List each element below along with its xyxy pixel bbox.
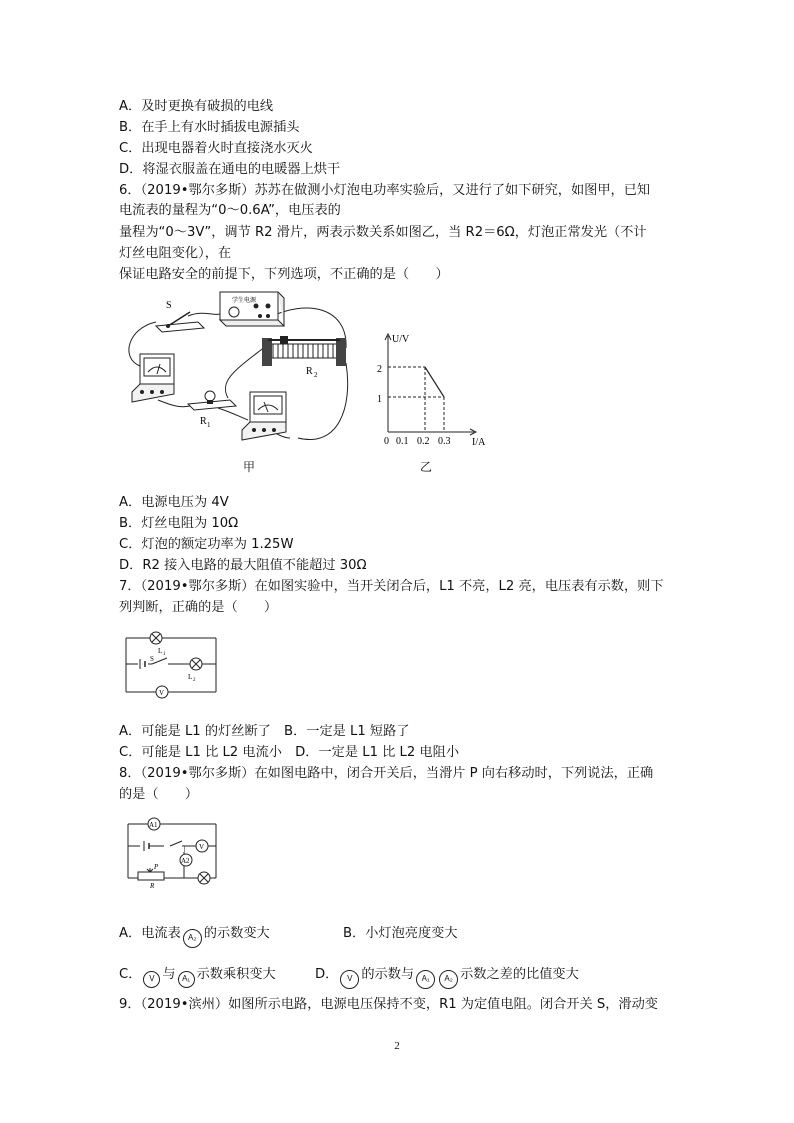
x-tick-2: 0.2 — [417, 436, 430, 447]
power-supply — [220, 292, 284, 326]
q5-option-a: A．及时更换有破损的电线 — [119, 99, 274, 114]
q9-stem-line1: 9．（2019•滨州）如图所示电路，电源电压保持不变，R1 为定值电阻。闭合开关 S，滑动变 — [119, 997, 658, 1012]
q6-option-b: B．灯丝电阻为 10Ω — [119, 516, 239, 531]
svg-text:R: R — [150, 882, 155, 888]
svg-text:A1: A1 — [149, 821, 158, 829]
q8-option-d: D． V 的示数与 A₁ A₂ 示数之差的比值变大 — [315, 965, 579, 989]
svg-text:R: R — [200, 416, 207, 427]
q6-caption-yi: 乙 — [420, 460, 433, 474]
q6-option-c: C．灯泡的额定功率为 1.25W — [119, 537, 294, 552]
svg-text:2: 2 — [193, 678, 196, 683]
q6-figure-yi — [370, 332, 495, 450]
q8-circuit-figure — [124, 812, 224, 888]
ammeter-a2-icon: A₂ — [439, 970, 458, 989]
svg-text:L: L — [158, 647, 163, 655]
q7-options-cd: C．可能是 L1 比 L2 电流小 D．一定是 L1 比 L2 电阻小 — [119, 745, 460, 760]
q8-option-c: C． V 与 A₁ 示数乘积变大 — [119, 965, 276, 988]
voltmeter-icon: V — [340, 970, 359, 989]
svg-text:V: V — [199, 843, 205, 851]
q6-stem-line2: 电流表的量程为“0～0.6A”，电压表的 — [119, 203, 341, 218]
rheostat-r — [138, 872, 164, 880]
x-tick-0: 0 — [384, 436, 389, 447]
q6-caption-jia: 甲 — [243, 460, 256, 474]
svg-text:S: S — [150, 655, 154, 663]
q6-stem-line5: 保证电路安全的前提下，下列选项，不正确的是（ ） — [119, 267, 449, 282]
q6-stem-line1: 6．（2019•鄂尔多斯）苏苏在做测小灯泡电功率实验后，又进行了如下研究，如图甲，已知 — [119, 183, 651, 198]
svg-text:1: 1 — [163, 652, 166, 657]
svg-text:V: V — [159, 689, 165, 697]
q5-option-d: D．将湿衣服盖在通电的电暖器上烘干 — [119, 162, 341, 177]
q5-option-b: B．在手上有水时插拔电源插头 — [119, 120, 300, 135]
svg-text:2: 2 — [314, 371, 318, 379]
voltmeter-icon: V — [143, 971, 160, 988]
q8-stem-line2: 的是（ ） — [119, 787, 199, 802]
ammeter-a1-icon: A₁ — [416, 970, 435, 989]
svg-text:学生电源: 学生电源 — [232, 298, 257, 304]
y-tick-1: 1 — [377, 394, 382, 405]
graph-line — [425, 367, 444, 397]
svg-text:S: S — [166, 300, 172, 311]
rheostat-r2 — [262, 336, 346, 379]
x-tick-3: 0.3 — [438, 436, 451, 447]
switch-s — [156, 300, 204, 332]
q7-stem-line1: 7．（2019•鄂尔多斯）在如图实验中，当开关闭合后，L1 不亮，L2 亮，电压表有示数，则下 — [119, 579, 664, 594]
x-axis-label: I/A — [472, 437, 486, 448]
q8-option-a: A．电流表 A₂ 的示数变大 — [119, 924, 270, 948]
page-number: 2 — [394, 1040, 400, 1052]
svg-text:A2: A2 — [181, 857, 190, 865]
svg-text:1: 1 — [207, 421, 211, 429]
ammeter — [132, 354, 174, 402]
bulb-r1 — [188, 391, 236, 429]
ammeter-a1-icon: A₁ — [178, 971, 195, 988]
voltmeter — [242, 392, 286, 440]
q7-circuit-figure — [122, 630, 222, 700]
q6-option-a: A．电源电压为 4V — [119, 495, 229, 510]
q6-stem-line4: 灯丝电阻变化），在 — [119, 246, 232, 261]
q6-option-d: D．R2 接入电路的最大阻值不能超过 30Ω — [119, 558, 367, 573]
q8-stem-line1: 8．（2019•鄂尔多斯）在如图电路中，闭合开关后，当滑片 P 向右移动时，下列说法，正确 — [119, 766, 654, 781]
x-tick-1: 0.1 — [396, 436, 409, 447]
q7-stem-line2: 列判断，正确的是（ ） — [119, 600, 278, 615]
y-tick-2: 2 — [377, 364, 382, 375]
ammeter-a2-icon: A₂ — [183, 929, 202, 948]
y-axis-label: U/V — [392, 334, 410, 345]
q6-figure-jia — [118, 288, 358, 448]
svg-text:L: L — [188, 673, 193, 681]
q8-option-b: B．小灯泡亮度变大 — [343, 926, 458, 941]
q5-option-c: C．出现电器着火时直接浇水灭火 — [119, 141, 313, 156]
svg-text:R: R — [306, 366, 313, 377]
q7-options-ab: A．可能是 L1 的灯丝断了 B．一定是 L1 短路了 — [119, 724, 410, 739]
q6-stem-line3: 量程为“0～3V”，调节 R2 滑片，两表示数关系如图乙，当 R2＝6Ω，灯泡正常发光（不计 — [119, 225, 647, 240]
svg-text:P: P — [154, 863, 159, 871]
